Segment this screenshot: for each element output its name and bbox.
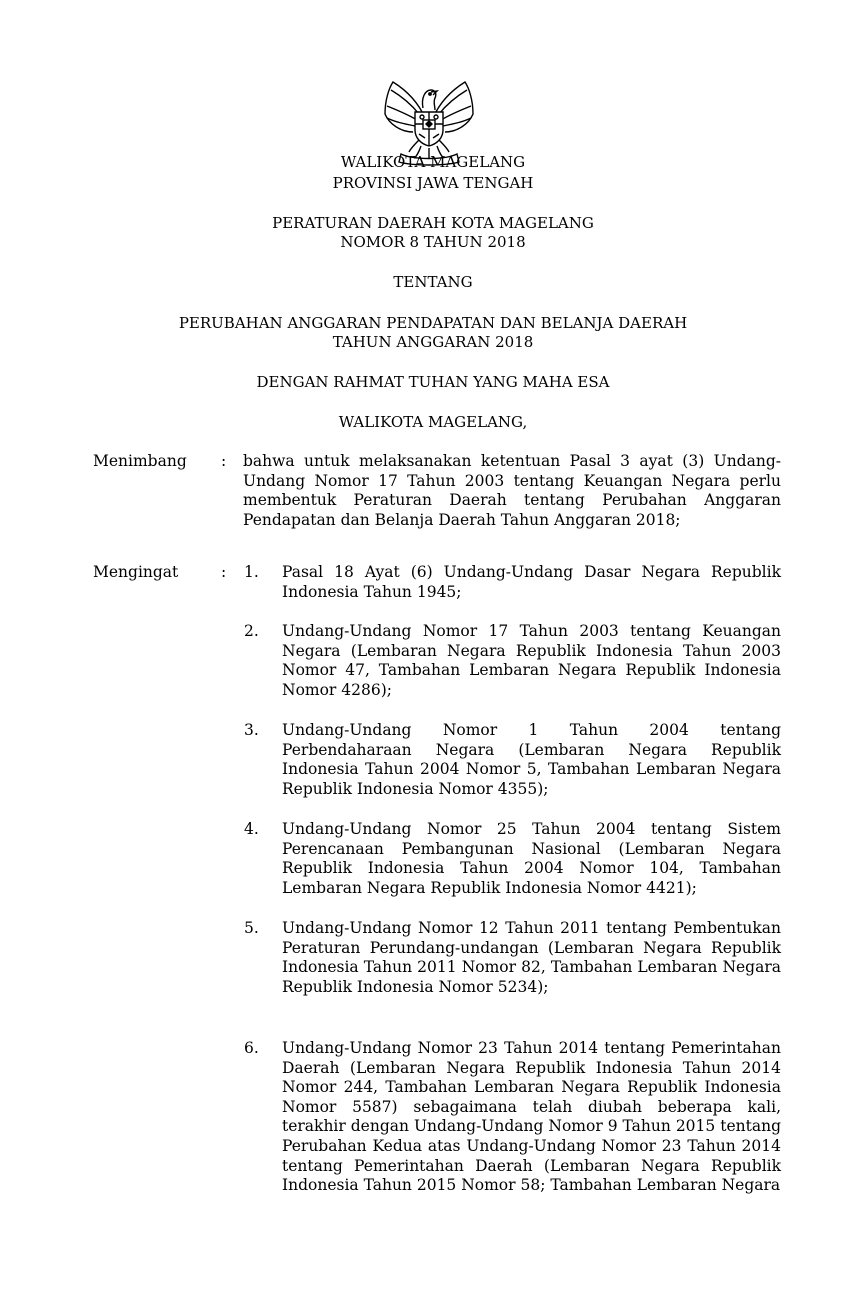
menimbang-label: Menimbang bbox=[93, 452, 187, 470]
mengingat-label: Mengingat bbox=[93, 563, 179, 581]
list-item-text: Undang-Undang Nomor 17 Tahun 2003 tentang Keuangan Negara (Lembaran Negara Republik Indonesia Tahun 2003 Nomor 47, Tambahan Lembaran Negara Republik Indonesia Nomor 4286); bbox=[282, 622, 781, 699]
regulation-number: NOMOR 8 TAHUN 2018 bbox=[340, 233, 526, 251]
subject-line-1: PERUBAHAN ANGGARAN PENDAPATAN DAN BELANJA DAERAH bbox=[178, 314, 688, 332]
regulation-title: PERATURAN DAERAH KOTA MAGELANG bbox=[272, 214, 594, 232]
menimbang-text: bahwa untuk melaksanakan ketentuan Pasal 3 ayat (3) Undang-Undang Nomor 17 Tahun 2003 tentang Keuangan Negara perlu membentuk Peraturan Daerah tentang Perubahan Anggaran Pendapatan dan Belanja Daerah Tahun Anggaran 2018; bbox=[243, 452, 781, 529]
list-item-number: 2. bbox=[244, 622, 259, 640]
list-item-text: Undang-Undang Nomor 25 Tahun 2004 tentang Sistem Perencanaan Pembangunan Nasional (Lembaran Negara Republik Indonesia Tahun 2004 Nomor 104, Tambahan Lembaran Negara Republik Indonesia Nomor 4421); bbox=[282, 820, 781, 897]
mengingat-colon: : bbox=[221, 563, 227, 581]
about-heading: TENTANG bbox=[393, 273, 473, 291]
document-authority-title: WALIKOTA MAGELANG bbox=[340, 153, 526, 171]
list-item-number: 3. bbox=[244, 721, 259, 739]
list-item-text: Undang-Undang Nomor 12 Tahun 2011 tentang Pembentukan Peraturan Perundang-undangan (Lembaran Negara Republik Indonesia Tahun 2011 Nomor 82, Tambahan Lembaran Negara Republik Indonesia Nomor 5234); bbox=[282, 919, 781, 996]
province-title: PROVINSI JAWA TENGAH bbox=[332, 174, 534, 192]
subject-line-2: TAHUN ANGGARAN 2018 bbox=[332, 333, 534, 351]
list-item-text: Undang-Undang Nomor 1 Tahun 2004 tentang Perbendaharaan Negara (Lembaran Negara Republik Indonesia Tahun 2004 Nomor 5, Tambahan Lembaran Negara Republik Indonesia Nomor 4355); bbox=[282, 721, 781, 798]
list-item-number: 4. bbox=[244, 820, 259, 838]
menimbang-colon: : bbox=[221, 452, 227, 470]
list-item-number: 5. bbox=[244, 919, 259, 937]
list-item-text: Pasal 18 Ayat (6) Undang-Undang Dasar Negara Republik Indonesia Tahun 1945; bbox=[282, 563, 781, 601]
blessing-line: DENGAN RAHMAT TUHAN YANG MAHA ESA bbox=[256, 373, 610, 391]
mayor-heading: WALIKOTA MAGELANG, bbox=[338, 413, 528, 431]
list-item-number: 6. bbox=[244, 1039, 259, 1057]
list-item-number: 1. bbox=[244, 563, 259, 581]
list-item-text: Undang-Undang Nomor 23 Tahun 2014 tentang Pemerintahan Daerah (Lembaran Negara Republik Indonesia Tahun 2014 Nomor 244, Tambahan Lembaran Negara Republik Indonesia Nomor 5587) sebagaimana telah diubah beberapa kali, terakhir dengan Undang-Undang Nomor 9 Tahun 2015 tentang Perubahan Kedua atas Undang-Undang Nomor 23 Tahun 2014 tentang Pemerintahan Daerah (Lembaran Negara Republik Indonesia Tahun 2015 Nomor 58; Tambahan Lembaran Negara bbox=[282, 1039, 781, 1195]
